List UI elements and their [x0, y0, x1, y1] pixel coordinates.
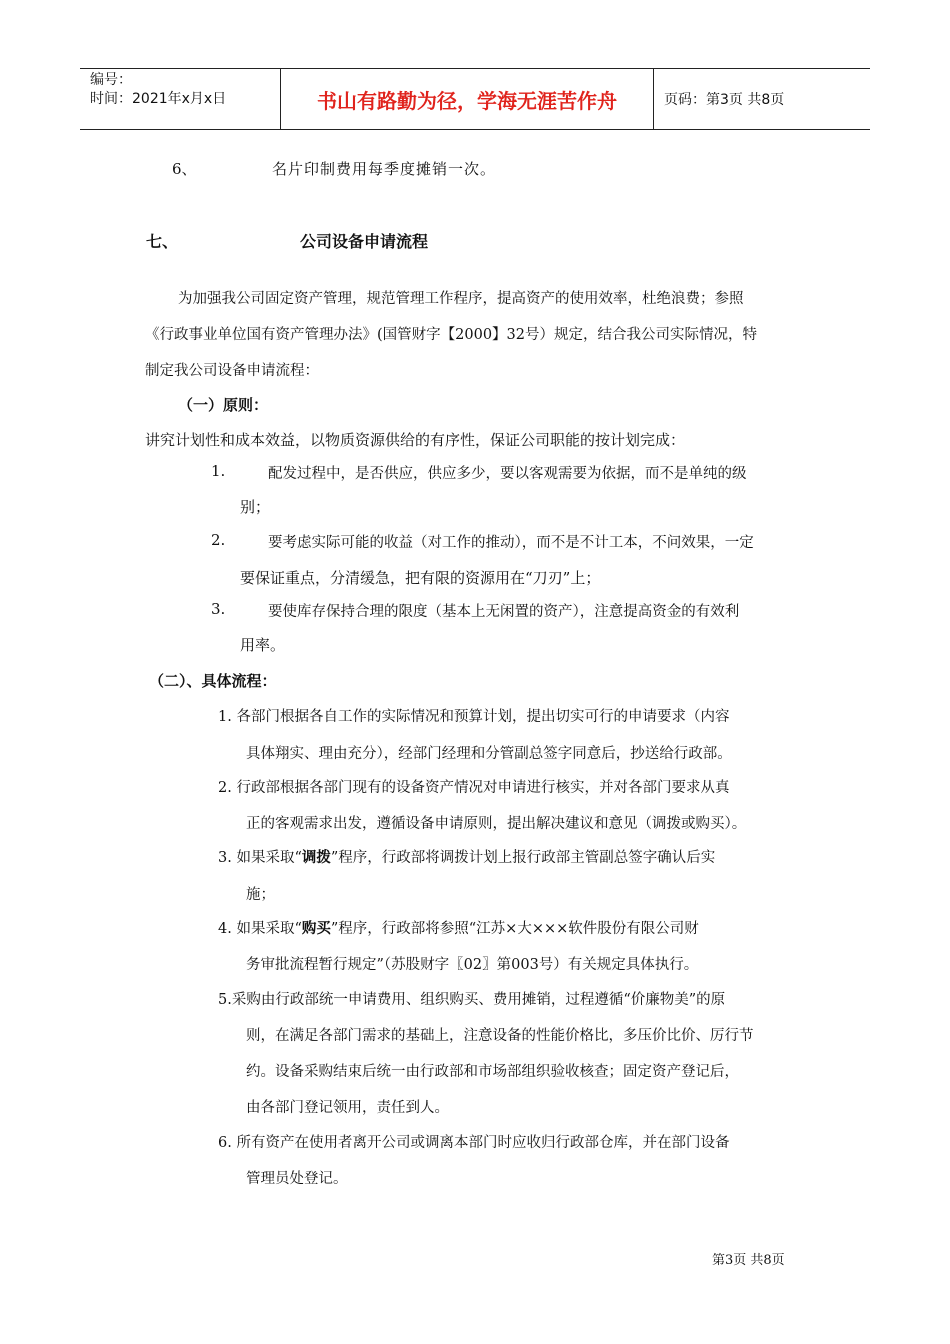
intro-line-2: 《行政事业单位国有资产管理办法》(国管财字【2000】32号）规定，结合我公司实际情况，特 — [145, 327, 758, 343]
principle-item-2-line2: 要保证重点，分清缓急，把有限的资源用在“刀刃”上； — [240, 569, 601, 587]
process-item-4-bold: 购买 — [301, 921, 331, 937]
process-item-5-line3: 约。设备采购结束后统一由行政部和市场部组织验收核查；固定资产登记后， — [246, 1064, 739, 1080]
process-item-3-post: ”程序，行政部将调拨计划上报行政部主管副总签字确认后实 — [330, 850, 716, 866]
intro-line-1: 为加强我公司固定资产管理，规范管理工作程序，提高资产的使用效率，杜绝浪费；参照 — [178, 291, 744, 307]
process-item-3-bold: 调拨 — [301, 850, 331, 866]
principle-item-3-line1: 要使库存保持合理的限度（基本上无闲置的资产），注意提高资金的有效利 — [268, 604, 740, 620]
process-item-3-pre: 3. 如果采取“ — [218, 850, 302, 866]
process-item-6-line2: 管理员处登记。 — [246, 1171, 348, 1187]
principle-item-1-line2: 别； — [240, 498, 271, 516]
header-page-code: 页码：第3页 共8页 — [664, 92, 785, 108]
intro-line-3: 制定我公司设备申请流程： — [145, 363, 319, 379]
principle-item-2-number: 2. — [211, 531, 226, 549]
item6-text: 名片印制费用每季度摊销一次。 — [272, 160, 497, 178]
page-footer: 第3页 共8页 — [712, 1253, 785, 1268]
process-item-2-line1: 2. 行政部根据各部门现有的设备资产情况对申请进行核实，并对各部门要求从真 — [218, 780, 730, 796]
process-item-4-line1 — [218, 917, 699, 938]
process-item-4-post: ”程序，行政部将参照“江苏×大×××软件股份有限公司财 — [330, 921, 699, 937]
section7-number: 七、 — [146, 232, 179, 251]
principle-item-2-line1: 要考虑实际可能的收益（对工作的推动），而不是不计工本，不问效果，一定 — [268, 535, 754, 551]
process-item-3-line2: 施； — [246, 887, 275, 903]
document-time-label: 时间：2021年x月x日 — [90, 91, 227, 107]
process-item-1-line1: 1. 各部门根据各自工作的实际情况和预算计划，提出切实可行的申请要求（内容 — [218, 709, 730, 725]
process-item-6-line1: 6. 所有资产在使用者离开公司或调离本部门时应收归行政部仓库，并在部门设备 — [218, 1135, 730, 1151]
header-meta — [80, 69, 280, 129]
process-item-4-line2: 务审批流程暂行规定”（苏股财字〖02〗第003号）有关规定具体执行。 — [246, 957, 699, 973]
header-motto: 书山有路勤为径，学海无涯苦作舟 — [280, 69, 654, 129]
principle-item-1-line1: 配发过程中，是否供应，供应多少，要以客观需要为依据，而不是单纯的级 — [268, 466, 747, 482]
process-item-5-line2: 则，在满足各部门需求的基础上，注意设备的性能价格比，多压价比价、厉行节 — [246, 1028, 754, 1044]
principle-item-3-number: 3. — [211, 600, 226, 618]
process-item-5-line1: 5.采购由行政部统一申请费用、组织购买、费用摊销，过程遵循“价廉物美”的原 — [218, 992, 726, 1008]
process-item-3-line1 — [218, 846, 715, 867]
process-item-2-line2: 正的客观需求出发，遵循设备申请原则，提出解决建议和意见（调拨或购买）。 — [246, 816, 747, 832]
principle-summary: 讲究计划性和成本效益，以物质资源供给的有序性，保证公司职能的按计划完成： — [145, 431, 686, 449]
process-item-1-line2: 具体翔实、理由充分），经部门经理和分管副总签字同意后，抄送给行政部。 — [246, 746, 732, 762]
process-item-5-line4: 由各部门登记领用，责任到人。 — [246, 1100, 449, 1116]
page-header — [80, 68, 870, 130]
principle-item-1-number: 1. — [211, 462, 226, 480]
section7-title: 公司设备申请流程 — [300, 232, 429, 251]
item6-number: 6、 — [172, 160, 197, 178]
document-number-label: 编号： — [90, 72, 132, 88]
principle-heading: （一）原则： — [178, 396, 269, 414]
process-item-4-pre: 4. 如果采取“ — [218, 921, 302, 937]
principle-item-3-line2: 用率。 — [240, 636, 286, 654]
process-heading: （二）、具体流程： — [149, 672, 277, 690]
